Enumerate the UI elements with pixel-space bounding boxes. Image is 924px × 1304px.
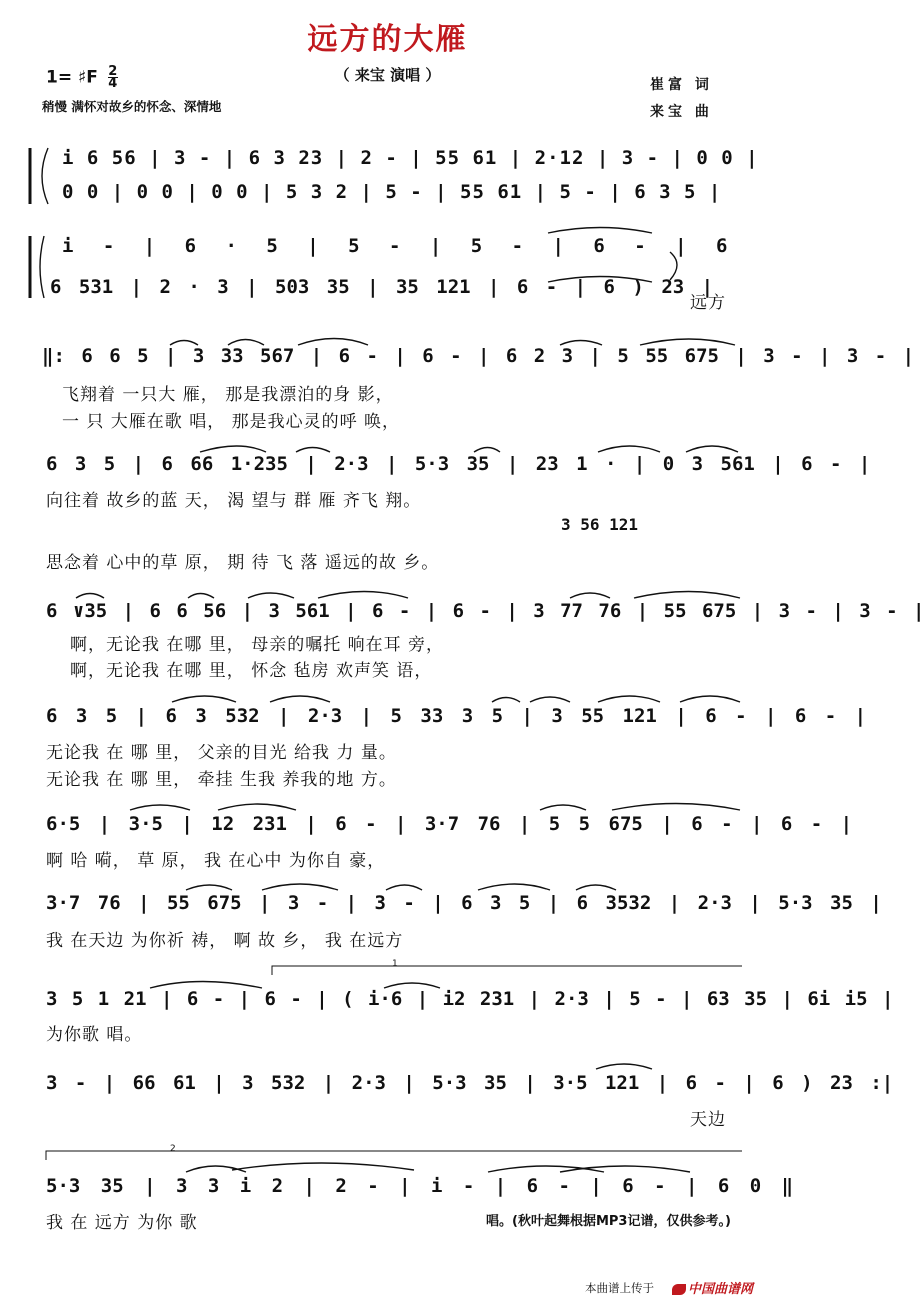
lyric-line: 为你歌 唱。 xyxy=(46,1025,143,1045)
slur xyxy=(188,594,214,599)
lyric-line: 我 在 远方 为你 歌 xyxy=(46,1213,198,1233)
slur xyxy=(474,448,500,453)
slur xyxy=(262,884,338,890)
lyricist-credit: 崔富 词 xyxy=(650,77,713,93)
lyric-line: 向往着 故乡的蓝 天， 渴 望与 群 雁 齐飞 翔。 xyxy=(46,491,422,511)
slur xyxy=(296,448,330,453)
slur xyxy=(598,446,660,452)
lyric-line: 一 只 大雁在歌 唱， 那是我心灵的呼 唤， xyxy=(62,412,401,432)
lyric-line: 无论我 在 哪 里， 父亲的目光 给我 力 量。 xyxy=(46,743,397,763)
key-signature: 1= ♯F $\frac{2}{4}$ xyxy=(46,64,118,91)
site-logo: 中国曲谱网 xyxy=(672,1278,753,1297)
notation-line: 6 3 5 | 6 3 532 | 2·3 | 5 33 3 5 | 3 55 121 | 6 - | 6 - | xyxy=(46,705,867,727)
lyric-line: 天边 xyxy=(690,1110,726,1130)
slur xyxy=(172,696,236,702)
slur xyxy=(680,696,740,702)
lyric-line: 思念着 心中的草 原， 期 待 飞 落 遥远的故 乡。 xyxy=(46,553,440,573)
slur xyxy=(634,592,740,599)
lyric-line: 无论我 在 哪 里， 牵挂 生我 养我的地 方。 xyxy=(46,770,397,790)
tempo-marking: 稍慢 满怀对故乡的怀念、深情地 xyxy=(42,99,222,114)
notation-line: 3 56 121 xyxy=(561,515,639,534)
slur xyxy=(232,1163,414,1170)
notation-line: 3 5 1 21 | 6 - | 6 - | ( i·6 | i2 231 | 2·3 | 5 - | 63 35 | 6i i5 | xyxy=(46,988,894,1010)
footer-text: 本曲谱上传于 xyxy=(585,1281,654,1295)
staff-brace xyxy=(40,236,44,298)
system-1-staff-1: i 6 56 | 3 - | 6 3 23 | 2 - | 55 61 | 2·12 | 3 - | 0 0 | xyxy=(62,147,759,169)
slur xyxy=(576,885,616,890)
slur xyxy=(548,228,652,234)
performer-subtitle: （ 来宝 演唱 ） xyxy=(334,66,441,84)
slur xyxy=(386,885,422,890)
page-title: 远方的大雁 xyxy=(307,22,468,57)
slur xyxy=(170,341,198,346)
notation-line: 6 3 5 | 6 66 1·235 | 2·3 | 5·3 35 | 23 1 · | 0 3 561 | 6 - | xyxy=(46,453,871,475)
slur xyxy=(478,884,550,890)
slur xyxy=(670,252,677,280)
slur xyxy=(318,592,408,599)
slur xyxy=(612,804,740,811)
slur xyxy=(540,805,586,810)
slur xyxy=(248,593,294,598)
lyric-line: 我 在天边 为你祈 祷， 啊 故 乡， 我 在远方 xyxy=(46,931,404,951)
notation-line: 3 - | 66 61 | 3 532 | 2·3 | 5·3 35 | 3·5 121 | 6 - | 6 ) 23 :| xyxy=(46,1072,894,1094)
slur xyxy=(298,339,368,346)
notation-line: 6·5 | 3·5 | 12 231 | 6 - | 3·7 76 | 5 5 675 | 6 - | 6 - | xyxy=(46,813,853,835)
lyric-line: 唱。(秋叶起舞根据MP3记谱，仅供参考。) xyxy=(486,1214,731,1229)
slur xyxy=(548,277,652,283)
system-2-staff-2: 6 531 | 2 · 3 | 503 35 | 35 121 | 6 - | 6 ) 23 | xyxy=(50,276,714,298)
first-ending-bracket xyxy=(272,966,742,975)
slur xyxy=(596,1064,652,1069)
notation-line: 6 ∨35 | 6 6 56 | 3 561 | 6 - | 6 - | 3 77 76 | 55 675 | 3 - | 3 - | xyxy=(46,600,924,622)
slur xyxy=(150,982,262,989)
lyric-line: 远方 xyxy=(690,293,726,313)
slur xyxy=(570,593,610,598)
slur xyxy=(598,696,660,702)
time-signature: $\frac{2}{4}$ xyxy=(108,64,118,91)
slur xyxy=(270,696,330,702)
second-ending-bracket xyxy=(46,1151,742,1160)
second-ending-number: 2 xyxy=(170,1144,176,1154)
staff-brace xyxy=(42,148,48,204)
slur xyxy=(488,1166,604,1172)
slur xyxy=(218,804,296,810)
lyric-line: 啊 哈 嗬， 草 原， 我 在心中 为你自 豪， xyxy=(46,851,386,871)
slur xyxy=(76,594,104,599)
notation-line: 5·3 35 | 3 3 i 2 | 2 - | i - | 6 - | 6 - | 6 0 ‖ xyxy=(46,1175,794,1197)
slur xyxy=(686,446,738,452)
notation-line: 3·7 76 | 55 675 | 3 - | 3 - | 6 3 5 | 6 3532 | 2·3 | 5·3 35 | xyxy=(46,892,882,914)
slur xyxy=(130,805,190,810)
slur xyxy=(186,885,232,890)
first-ending-number: 1 xyxy=(392,959,398,969)
slur xyxy=(228,340,264,346)
lyric-line: 啊，无论我 在哪 里， 母亲的嘱托 响在耳 旁， xyxy=(70,635,445,655)
slur xyxy=(560,341,602,346)
slur xyxy=(384,983,440,988)
slur xyxy=(200,446,266,452)
lyric-line: 飞翔着 一只大 雁， 那是我漂泊的身 影， xyxy=(62,385,394,405)
slur xyxy=(492,698,520,703)
system-2-staff-1: i - | 6 · 5 | 5 - | 5 - | 6 - | 6 xyxy=(62,235,728,257)
slur xyxy=(560,1166,690,1172)
slur xyxy=(640,339,735,345)
notation-line: ‖: 6 6 5 | 3 33 567 | 6 - | 6 - | 6 2 3 | 5 55 675 | 3 - | 3 - | xyxy=(42,345,915,367)
lyric-line: 啊，无论我 在哪 里， 怀念 毡房 欢声笑 语， xyxy=(70,661,433,681)
composer-credit: 来宝 曲 xyxy=(650,104,713,120)
slur xyxy=(530,697,570,702)
system-1-staff-2: 0 0 | 0 0 | 0 0 | 5 3 2 | 5 - | 55 61 | 5 - | 6 3 5 | xyxy=(62,181,722,203)
